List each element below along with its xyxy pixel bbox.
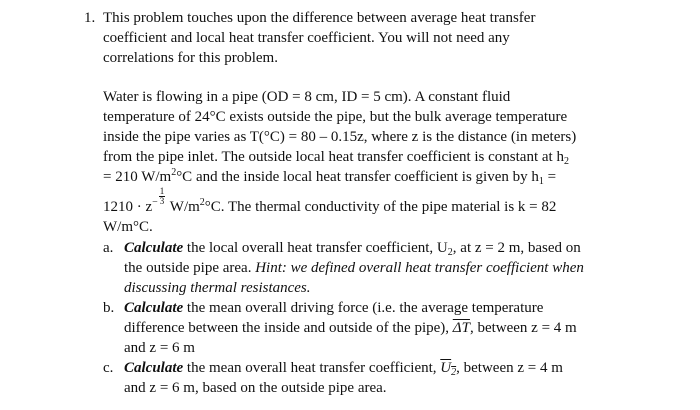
statement-line [103,187,693,217]
part-text: , between z = 4 m [469,320,577,336]
part-line [124,358,693,378]
superscript: 2 [199,197,205,208]
fraction-denominator: 3 [159,196,165,206]
problem-number: 1. [84,10,96,26]
part-verb: Calculate [124,240,184,256]
intro-line: This problem touches upon the difference between average heat transfer [103,10,536,26]
problem-intro [103,8,693,68]
exponent-fraction [159,187,166,206]
part-text: the outside pipe area. [124,260,256,276]
problem-statement [103,87,693,237]
mean-u-symbol [440,360,456,376]
part-c [103,358,693,398]
part-label: a. [103,240,114,256]
statement-line: inside the pipe varies as T(°C) = 80 – 0.15z, where z is the distance (in meters) [103,129,577,145]
statement-text: = [543,169,557,185]
subscript: 2 [451,367,457,378]
statement-text: = 210 W/m [103,169,172,185]
part-label: b. [103,300,115,316]
part-text: difference between the inside and outside of the pipe), [124,320,453,336]
superscript: − [152,197,158,208]
subscript: 1 [538,176,544,187]
hint-text: Hint: we defined overall heat transfer coefficient when [255,260,584,276]
part-line [124,318,693,338]
part-text: , at z = 2 m, based on [452,240,581,256]
fraction-numerator: 1 [159,186,165,196]
intro-line: correlations for this problem. [103,50,278,66]
statement-text: °C and the inside local heat transfer coefficient is given by h [176,169,539,185]
part-line [124,298,693,318]
part-line [124,258,693,278]
part-text: the mean overall driving force (i.e. the average temperature [183,300,544,316]
superscript: 2 [171,167,177,178]
part-text: the mean overall heat transfer coefficient, [183,360,441,376]
statement-text: W/m [169,199,200,215]
part-b [103,298,693,358]
statement-line [103,167,693,187]
statement-line: Water is flowing in a pipe (OD = 8 cm, ID = 5 cm). A constant fluid [103,89,511,105]
part-line: and z = 6 m [124,340,195,356]
mean-u-letter: U [440,360,452,376]
intro-line: coefficient and local heat transfer coefficient. You will not need any [103,30,510,46]
statement-line: temperature of 24°C exists outside the pipe, but the bulk average temperature [103,109,568,125]
part-a [103,238,693,298]
statement-line: W/m°C. [103,219,153,235]
part-text: the local overall heat transfer coefficient, U [183,240,448,256]
part-label: c. [103,360,114,376]
mean-delta-t-symbol: $\overline{\Delta T}$ [452,320,470,336]
hint-text: discussing thermal resistances. [124,280,311,296]
statement-line [103,147,693,167]
problem-parts [103,238,693,398]
part-line: and z = 6 m, based on the outside pipe area. [124,380,387,396]
part-text: , between z = 4 m [456,360,563,376]
statement-text: °C. The thermal conductivity of the pipe material is k = 82 [204,199,557,215]
part-line [124,238,693,258]
subscript: 2 [447,247,453,258]
part-verb: Calculate [124,360,184,376]
part-verb: Calculate [124,300,184,316]
statement-text: from the pipe inlet. The outside local heat transfer coefficient is constant at h [103,149,564,165]
subscript: 2 [563,156,569,167]
statement-text: 1210 · z [103,199,153,215]
